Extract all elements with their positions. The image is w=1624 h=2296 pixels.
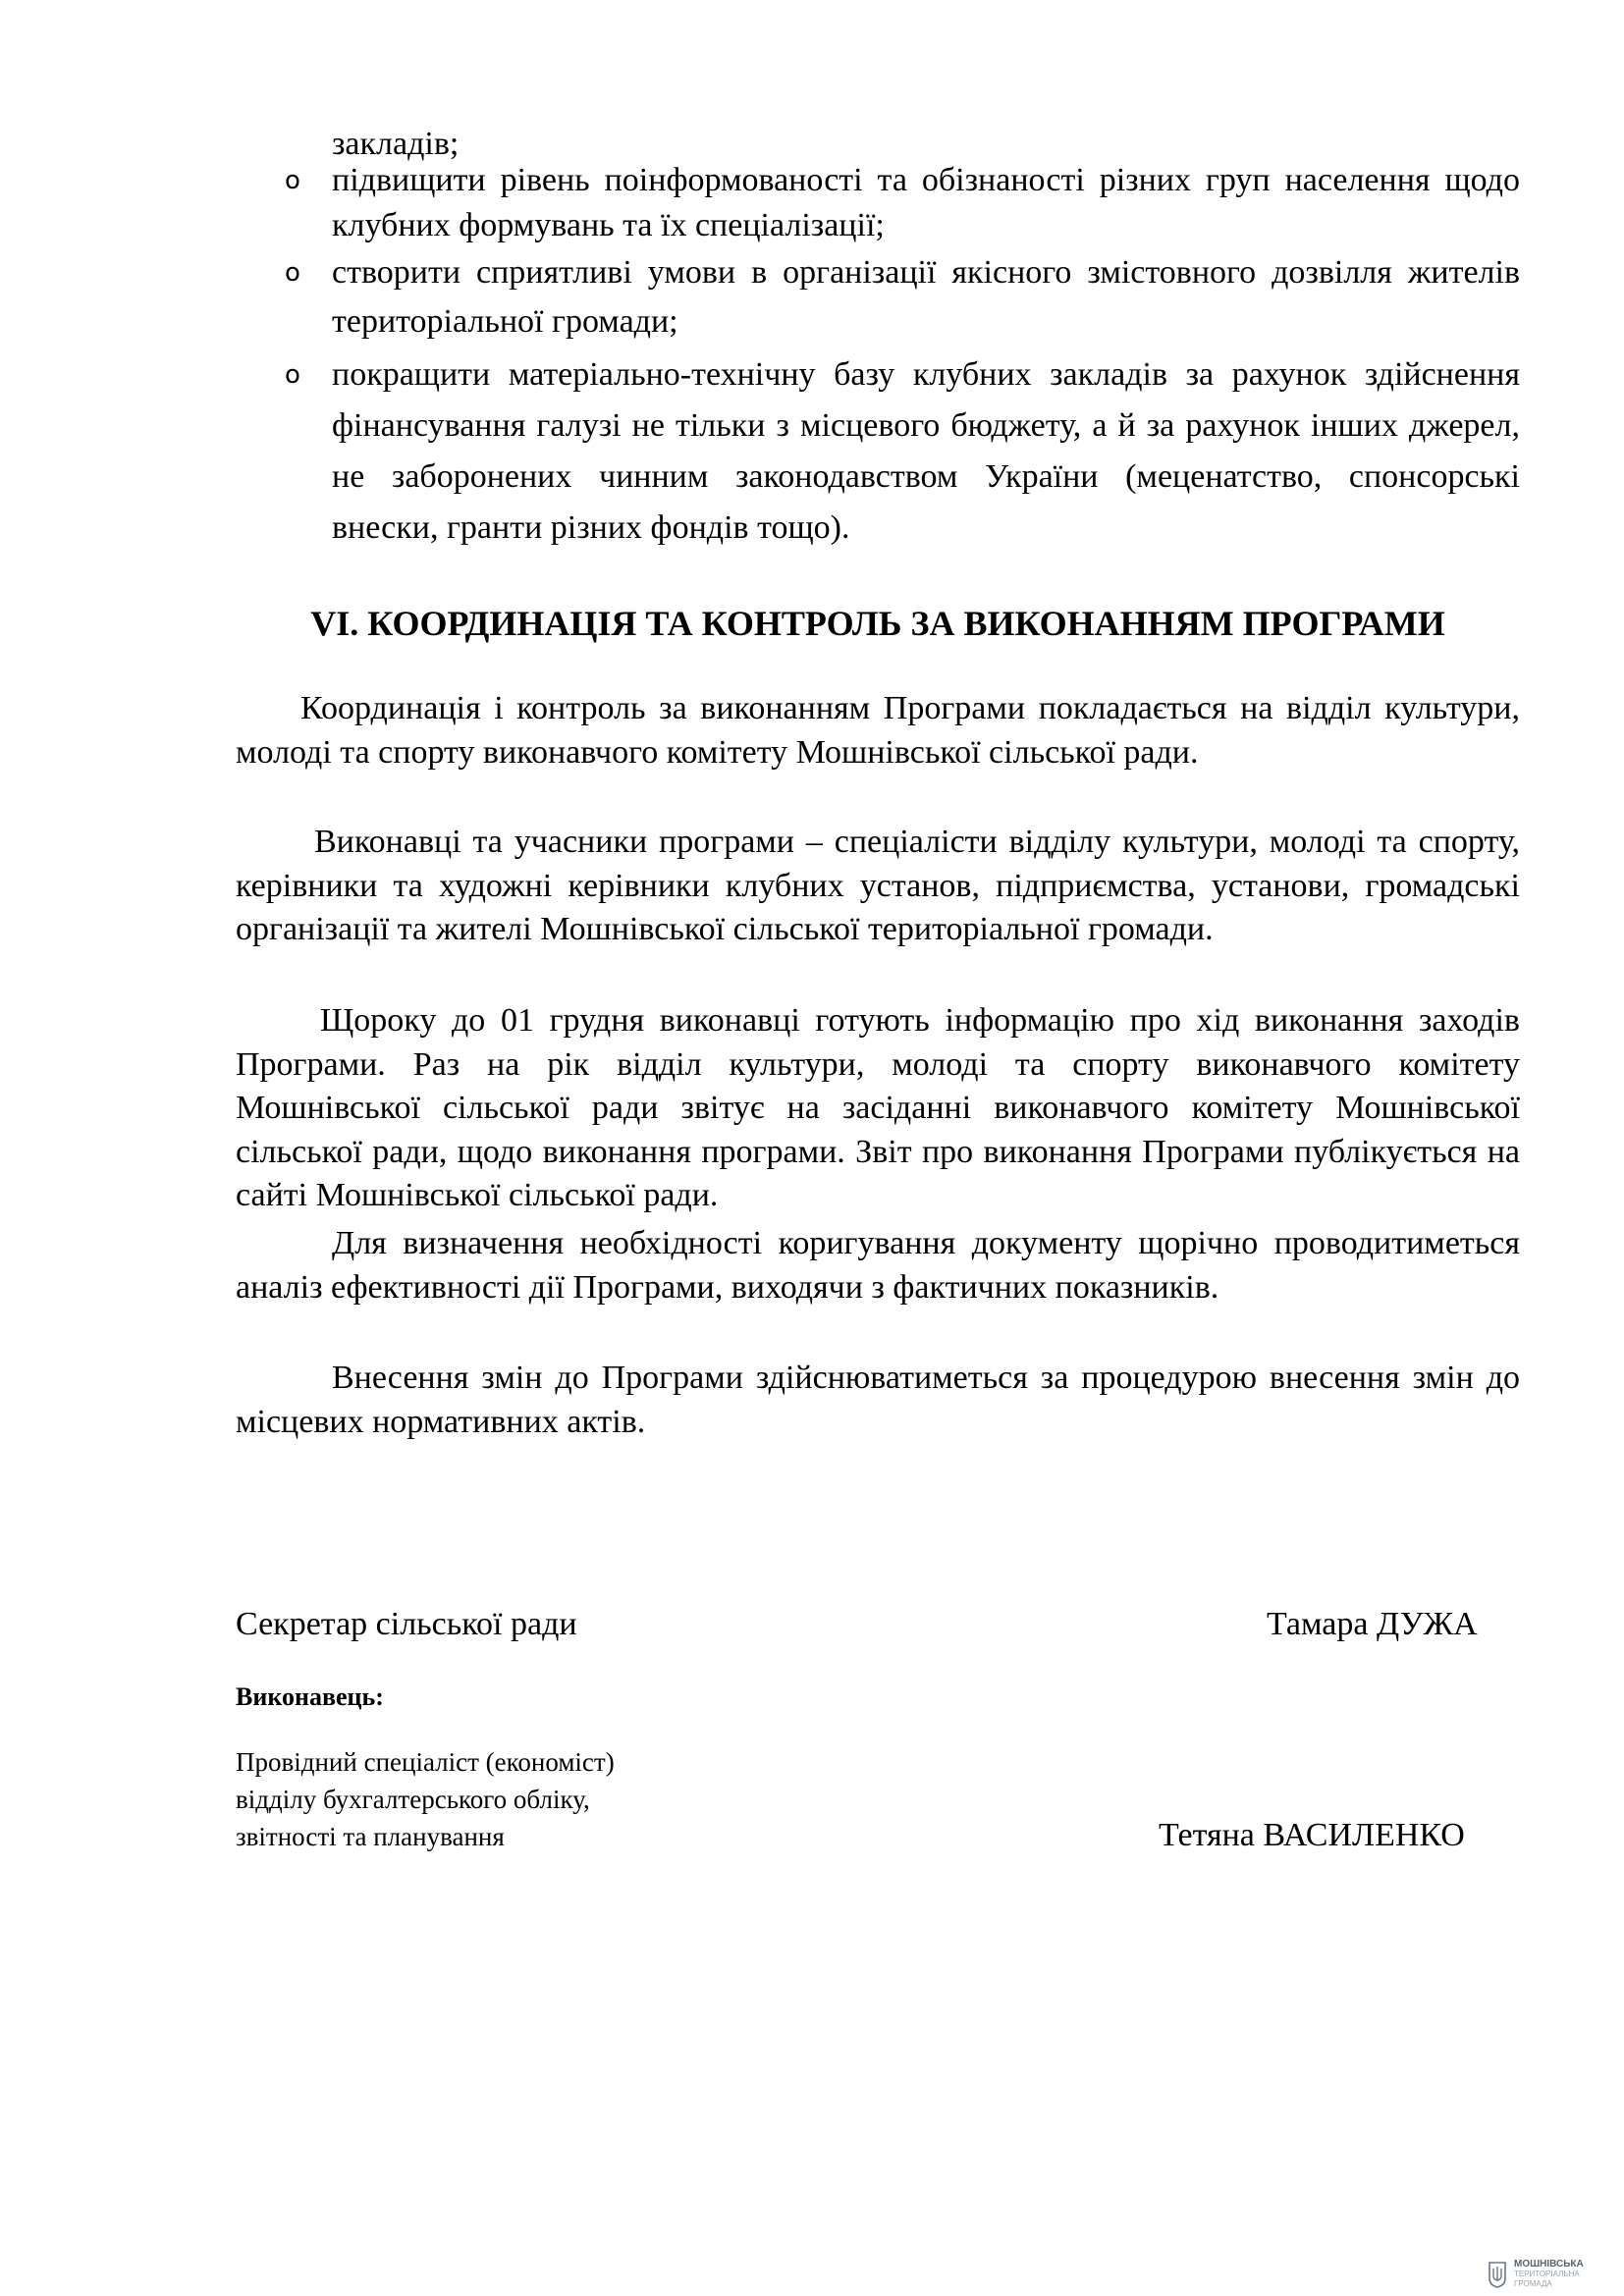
bullet-item	[277, 158, 1520, 248]
executor-position-line: звітності та планування	[236, 1822, 505, 1851]
bullet-item	[277, 349, 1520, 549]
paragraph: Координація і контроль за виконанням Програми покладається на відділ культури, молоді та спорту виконавчого комітету Мошнівської сільської ради.	[236, 690, 1520, 771]
section-heading: VI. КООРДИНАЦІЯ ТА КОНТРОЛЬ ЗА ВИКОНАННЯМ ПРОГРАМИ	[310, 604, 1445, 643]
bullet-item	[277, 248, 1520, 349]
logo-subtitle: ТЕРИТОРІАЛЬНА	[1514, 2269, 1580, 2278]
bullet-text: підвищити рівень поінформованості та обізнаності різних груп населення щодо клубних формувань та їх спеціалізації;	[332, 162, 1520, 243]
paragraph: Виконавці та учасники програми – спеціалісти відділу культури, молоді та спорту, керівники та художні керівники клубних установ, підприємства, установи, громадські організації та жителі Мошнівської сільської територіальної громади.	[236, 824, 1520, 947]
bullet-circle-icon: o	[285, 258, 300, 288]
executor-position-line: Провідний спеціаліст (економіст)	[236, 1747, 615, 1777]
bullet-text: створити сприятливі умови в організації якісного змістовного дозвілля жителів територіальної громади;	[332, 254, 1520, 340]
bullet-text: покращити матеріально-технічну базу клубних закладів за рахунок здійснення фінансування галузі не тільки з місцевого бюджету, а й за рахунок інших джерел, не заборонених чинним законодавством України (меценатство, спонсорські внески, гранти різних фондів тощо).	[332, 356, 1520, 546]
executor-name: Тетяна ВАСИЛЕНКО	[1159, 1817, 1465, 1853]
executor-position-line: відділу бухгалтерського обліку,	[236, 1785, 590, 1814]
logo-subtitle: ГРОМАДА	[1514, 2279, 1552, 2288]
paragraph: Внесення змін до Програми здійснюватиметься за процедурою внесення змін до місцевих нормативних актів.	[236, 1360, 1520, 1440]
goals-bullet-list	[277, 158, 1520, 549]
trident-emblem-icon	[1487, 2260, 1508, 2289]
paragraph: Щороку до 01 грудня виконавці готують інформацію про хід виконання заходів Програми. Раз на рік відділ культури, молоді та спорту виконавчого комітету Мошнівської сільської ради звітує на засіданні виконавчого комітету Мошнівської сільської ради, щодо виконання програми. Звіт про виконання Програми публікується на сайті Мошнівської сільської ради.	[236, 1002, 1520, 1213]
logo-title: МОШНІВСЬКА	[1514, 2259, 1584, 2269]
bullet-circle-icon: o	[285, 360, 300, 390]
executor-position	[236, 1743, 615, 1855]
logo-text	[1514, 2260, 1584, 2289]
bullet-circle-icon: o	[285, 166, 300, 195]
paragraph: Для визначення необхідності коригування документу щорічно проводитиметься аналіз ефективності дії Програми, виходячи з фактичних показників.	[236, 1225, 1520, 1306]
secretary-name: Тамара ДУЖА	[1267, 1606, 1478, 1642]
community-logo	[1487, 2258, 1624, 2291]
secretary-title: Секретар сільської ради	[236, 1606, 577, 1642]
executor-label: Виконавець:	[236, 1682, 384, 1711]
bullet-continuation: закладів;	[332, 126, 460, 162]
